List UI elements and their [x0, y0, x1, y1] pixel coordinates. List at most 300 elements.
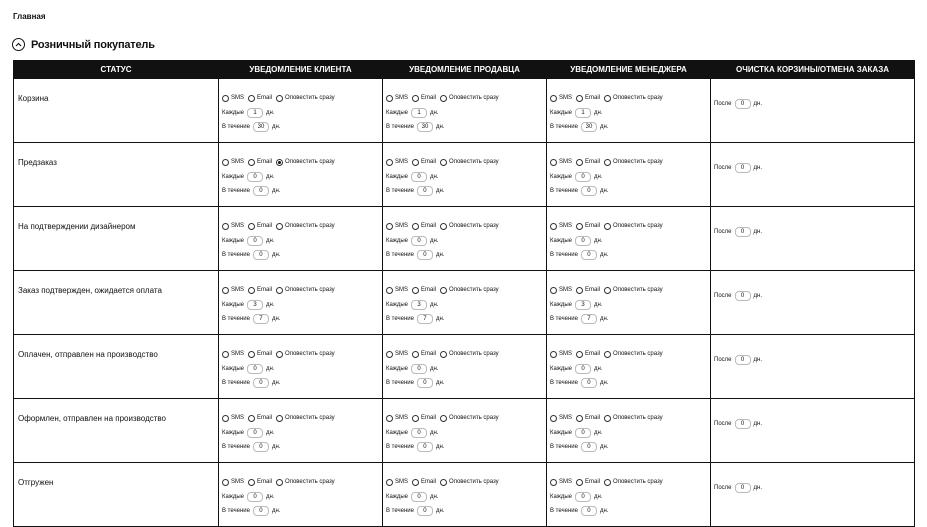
sms-option[interactable] [550, 415, 572, 422]
sms-option[interactable] [550, 351, 572, 358]
status-cell [14, 399, 219, 463]
status-label: Оплачен, отправлен на производство [18, 350, 158, 359]
sms-radio[interactable] [222, 479, 229, 486]
table-row [14, 271, 915, 335]
every-days-input[interactable]: 0 [411, 236, 427, 246]
days-unit: дн. [430, 237, 439, 244]
within-days-row [550, 506, 710, 515]
within-days-row [550, 314, 710, 323]
sms-radio[interactable] [222, 415, 229, 422]
sms-option[interactable] [222, 223, 244, 230]
client-notification-cell [219, 207, 383, 271]
email-label: Email [257, 95, 273, 101]
email-label: Email [585, 287, 601, 293]
days-unit: дн. [594, 109, 603, 116]
notify-now-option[interactable] [440, 95, 499, 102]
table-row [14, 463, 915, 527]
status-cell [14, 207, 219, 271]
every-label: Каждые [386, 173, 408, 180]
within-label: В течение [386, 507, 414, 514]
sms-radio[interactable] [386, 159, 393, 166]
notify-now-radio[interactable] [604, 479, 611, 486]
within-label: В течение [386, 251, 414, 258]
notify-now-option[interactable] [604, 415, 663, 422]
client-notification-cell [219, 335, 383, 399]
within-days-row [222, 378, 382, 387]
notify-now-radio[interactable] [440, 479, 447, 486]
within-days-input[interactable]: 0 [253, 378, 269, 388]
email-option[interactable] [412, 159, 436, 166]
after-days-input[interactable]: 0 [735, 291, 751, 301]
sms-radio[interactable] [222, 159, 229, 166]
notify-now-option[interactable] [276, 287, 335, 294]
within-days-input[interactable]: 30 [253, 122, 269, 132]
sms-option[interactable] [386, 415, 408, 422]
email-option[interactable] [248, 351, 272, 358]
email-radio[interactable] [412, 287, 419, 294]
sms-option[interactable] [386, 159, 408, 166]
sms-label: SMS [559, 479, 573, 485]
notify-now-radio[interactable] [276, 351, 283, 358]
notify-now-radio[interactable] [440, 95, 447, 102]
days-unit: дн. [599, 379, 609, 386]
email-label: Email [585, 95, 601, 101]
email-radio[interactable] [248, 159, 255, 166]
sms-radio[interactable] [386, 223, 393, 230]
every-label: Каждые [550, 301, 572, 308]
sms-radio[interactable] [550, 351, 557, 358]
every-label: Каждые [550, 109, 572, 116]
status-cell [14, 463, 219, 527]
every-days-input[interactable]: 0 [247, 492, 263, 502]
notify-now-option[interactable] [604, 287, 663, 294]
notify-now-label: Оповестить сразу [449, 479, 499, 485]
notify-now-radio[interactable] [604, 287, 611, 294]
within-days-input[interactable]: 0 [581, 506, 597, 516]
email-label: Email [421, 415, 437, 421]
every-days-row [550, 108, 710, 117]
email-label: Email [421, 351, 437, 357]
notify-now-option[interactable] [604, 95, 663, 102]
channel-radio-group [222, 157, 382, 167]
status-label: Предзаказ [18, 158, 57, 167]
sms-option[interactable] [550, 479, 572, 486]
manager-notification-cell [547, 143, 711, 207]
after-days-input[interactable]: 0 [735, 99, 751, 109]
notify-now-radio[interactable] [440, 351, 447, 358]
channel-radio-group [386, 93, 546, 103]
days-unit: дн. [271, 507, 281, 514]
manager-notification-cell [547, 335, 711, 399]
sms-option[interactable] [550, 287, 572, 294]
email-label: Email [585, 351, 601, 357]
days-unit: дн. [271, 443, 281, 450]
days-unit: дн. [753, 420, 762, 427]
sms-radio[interactable] [386, 351, 393, 358]
email-label: Email [257, 415, 273, 421]
days-unit: дн. [594, 237, 603, 244]
email-option[interactable] [576, 351, 600, 358]
sms-option[interactable] [386, 95, 408, 102]
breadcrumb[interactable]: Главная [13, 12, 46, 21]
within-days-input[interactable]: 0 [417, 378, 433, 388]
sms-radio[interactable] [550, 479, 557, 486]
email-radio[interactable] [412, 223, 419, 230]
sms-label: SMS [559, 159, 573, 165]
email-option[interactable] [576, 223, 600, 230]
sms-radio[interactable] [222, 95, 229, 102]
every-days-input[interactable]: 0 [411, 172, 427, 182]
sms-radio[interactable] [550, 287, 557, 294]
sms-option[interactable] [386, 287, 408, 294]
within-days-input[interactable]: 7 [581, 314, 597, 324]
every-days-input[interactable]: 1 [411, 108, 427, 118]
sms-option[interactable] [222, 95, 244, 102]
notify-now-option[interactable] [276, 415, 335, 422]
channel-radio-group [222, 477, 382, 487]
every-days-input[interactable]: 0 [411, 364, 427, 374]
email-option[interactable] [576, 95, 600, 102]
every-days-input[interactable]: 1 [247, 108, 263, 118]
every-days-input[interactable]: 0 [247, 428, 263, 438]
notify-now-label: Оповестить сразу [613, 351, 663, 357]
after-label: После [714, 100, 732, 107]
notify-now-radio[interactable] [276, 287, 283, 294]
notify-now-label: Оповестить сразу [449, 223, 499, 229]
every-label: Каждые [550, 429, 572, 436]
email-radio[interactable] [248, 479, 255, 486]
sms-radio[interactable] [222, 351, 229, 358]
notify-now-option[interactable] [440, 223, 499, 230]
within-days-input[interactable]: 30 [581, 122, 597, 132]
every-label: Каждые [386, 493, 408, 500]
within-days-row [386, 314, 546, 323]
email-option[interactable] [576, 415, 600, 422]
days-unit: дн. [266, 493, 275, 500]
email-option[interactable] [248, 479, 272, 486]
after-days-input[interactable]: 0 [735, 163, 751, 173]
notify-now-option[interactable] [276, 223, 335, 230]
column-header-status: СТАТУС [14, 61, 219, 79]
email-radio[interactable] [248, 415, 255, 422]
days-unit: дн. [430, 493, 439, 500]
sms-option[interactable] [386, 223, 408, 230]
every-days-input[interactable]: 0 [575, 172, 591, 182]
days-unit: дн. [599, 443, 609, 450]
sms-radio[interactable] [222, 287, 229, 294]
status-label: Отгружен [18, 478, 54, 487]
every-days-row [550, 492, 710, 501]
sms-option[interactable] [386, 351, 408, 358]
email-option[interactable] [412, 95, 436, 102]
email-option[interactable] [248, 223, 272, 230]
within-days-input[interactable]: 0 [581, 250, 597, 260]
sms-option[interactable] [550, 95, 572, 102]
within-days-input[interactable]: 0 [253, 186, 269, 196]
within-days-row [222, 442, 382, 451]
every-days-input[interactable]: 0 [411, 428, 427, 438]
within-days-row [222, 186, 382, 195]
email-radio[interactable] [576, 223, 583, 230]
sms-radio[interactable] [550, 159, 557, 166]
notify-now-option[interactable] [276, 479, 335, 486]
notify-now-option[interactable] [276, 351, 335, 358]
email-option[interactable] [412, 479, 436, 486]
email-option[interactable] [576, 159, 600, 166]
notify-now-option[interactable] [440, 287, 499, 294]
every-days-input[interactable]: 0 [575, 492, 591, 502]
sms-label: SMS [231, 159, 245, 165]
sms-label: SMS [231, 351, 245, 357]
sms-option[interactable] [222, 351, 244, 358]
days-unit: дн. [753, 356, 762, 363]
client-notification-cell [219, 143, 383, 207]
email-option[interactable] [576, 287, 600, 294]
within-days-input[interactable]: 0 [581, 186, 597, 196]
channel-radio-group [222, 413, 382, 423]
manager-notification-cell [547, 79, 711, 143]
status-cell [14, 271, 219, 335]
every-days-input[interactable]: 3 [247, 300, 263, 310]
email-radio[interactable] [412, 415, 419, 422]
sms-option[interactable] [550, 223, 572, 230]
column-header-seller-notification: УВЕДОМЛЕНИЕ ПРОДАВЦА [383, 61, 547, 79]
email-option[interactable] [248, 159, 272, 166]
days-unit: дн. [266, 237, 275, 244]
notify-now-radio[interactable] [604, 95, 611, 102]
client-notification-cell [219, 399, 383, 463]
notify-now-radio[interactable] [276, 479, 283, 486]
every-days-input[interactable]: 0 [575, 236, 591, 246]
notify-now-option[interactable] [440, 415, 499, 422]
email-label: Email [585, 479, 601, 485]
section-header [12, 38, 155, 51]
within-label: В течение [386, 123, 414, 130]
sms-label: SMS [231, 415, 245, 421]
within-days-row [386, 442, 546, 451]
sms-radio[interactable] [386, 287, 393, 294]
sms-radio[interactable] [550, 415, 557, 422]
email-radio[interactable] [576, 95, 583, 102]
after-days-row [711, 468, 914, 492]
email-option[interactable] [248, 287, 272, 294]
notify-now-radio[interactable] [276, 95, 283, 102]
within-days-input[interactable]: 7 [253, 314, 269, 324]
within-days-input[interactable]: 0 [417, 506, 433, 516]
sms-option[interactable] [386, 479, 408, 486]
within-days-input[interactable]: 0 [417, 442, 433, 452]
notify-now-radio[interactable] [604, 223, 611, 230]
notify-now-label: Оповестить сразу [613, 95, 663, 101]
sms-option[interactable] [550, 159, 572, 166]
email-radio[interactable] [576, 479, 583, 486]
notify-now-option[interactable] [276, 95, 335, 102]
notify-now-radio[interactable] [440, 159, 447, 166]
every-days-input[interactable]: 0 [247, 364, 263, 374]
email-radio[interactable] [248, 351, 255, 358]
notify-now-option[interactable] [440, 159, 499, 166]
sms-radio[interactable] [550, 223, 557, 230]
email-option[interactable] [248, 415, 272, 422]
notify-now-option[interactable] [604, 223, 663, 230]
email-option[interactable] [248, 95, 272, 102]
within-days-input[interactable]: 0 [253, 506, 269, 516]
after-days-row [711, 148, 914, 172]
within-label: В течение [222, 187, 250, 194]
notify-now-option[interactable] [276, 159, 335, 166]
every-label: Каждые [222, 109, 244, 116]
email-radio[interactable] [412, 479, 419, 486]
notify-now-radio[interactable] [276, 159, 283, 166]
notify-now-radio[interactable] [604, 159, 611, 166]
email-radio[interactable] [248, 95, 255, 102]
manager-notification-cell [547, 207, 711, 271]
notify-now-radio[interactable] [440, 415, 447, 422]
email-radio[interactable] [412, 159, 419, 166]
email-option[interactable] [412, 223, 436, 230]
within-label: В течение [550, 251, 578, 258]
within-days-row [386, 506, 546, 515]
every-days-input[interactable]: 0 [575, 364, 591, 374]
after-days-input[interactable]: 0 [735, 419, 751, 429]
every-label: Каждые [550, 173, 572, 180]
sms-label: SMS [231, 95, 245, 101]
email-option[interactable] [412, 287, 436, 294]
every-days-row [222, 172, 382, 181]
cleanup-cell [711, 399, 915, 463]
notify-now-radio[interactable] [276, 223, 283, 230]
every-label: Каждые [550, 365, 572, 372]
days-unit: дн. [430, 301, 439, 308]
every-days-input[interactable]: 0 [411, 492, 427, 502]
email-option[interactable] [576, 479, 600, 486]
sms-label: SMS [395, 159, 409, 165]
sms-option[interactable] [222, 287, 244, 294]
email-radio[interactable] [412, 351, 419, 358]
column-header-client-notification: УВЕДОМЛЕНИЕ КЛИЕНТА [219, 61, 383, 79]
every-days-input[interactable]: 1 [575, 108, 591, 118]
email-radio[interactable] [412, 95, 419, 102]
notification-settings-table [13, 60, 915, 527]
days-unit: дн. [271, 251, 281, 258]
chevron-up-icon[interactable] [12, 38, 25, 51]
after-days-input[interactable]: 0 [735, 355, 751, 365]
table-row [14, 335, 915, 399]
email-radio[interactable] [576, 287, 583, 294]
sms-radio[interactable] [386, 95, 393, 102]
notify-now-label: Оповестить сразу [449, 95, 499, 101]
every-label: Каждые [222, 301, 244, 308]
after-days-row [711, 212, 914, 236]
days-unit: дн. [594, 173, 603, 180]
every-days-input[interactable]: 3 [411, 300, 427, 310]
notify-now-radio[interactable] [276, 415, 283, 422]
within-days-input[interactable]: 0 [581, 442, 597, 452]
notify-now-label: Оповестить сразу [613, 479, 663, 485]
every-days-input[interactable]: 0 [575, 428, 591, 438]
notify-now-radio[interactable] [604, 351, 611, 358]
section-title: Розничный покупатель [31, 38, 155, 51]
notify-now-option[interactable] [440, 479, 499, 486]
every-days-input[interactable]: 3 [575, 300, 591, 310]
after-days-input[interactable]: 0 [735, 227, 751, 237]
email-radio[interactable] [576, 351, 583, 358]
sms-radio[interactable] [386, 479, 393, 486]
email-radio[interactable] [248, 287, 255, 294]
notify-now-radio[interactable] [604, 415, 611, 422]
channel-radio-group [550, 157, 710, 167]
sms-radio[interactable] [550, 95, 557, 102]
client-notification-cell [219, 271, 383, 335]
sms-option[interactable] [222, 479, 244, 486]
email-radio[interactable] [576, 159, 583, 166]
within-days-input[interactable]: 7 [417, 314, 433, 324]
days-unit: дн. [435, 443, 445, 450]
every-days-input[interactable]: 0 [247, 172, 263, 182]
notify-now-option[interactable] [604, 351, 663, 358]
days-unit: дн. [266, 365, 275, 372]
after-days-input[interactable]: 0 [735, 483, 751, 493]
email-option[interactable] [412, 415, 436, 422]
notify-now-radio[interactable] [440, 223, 447, 230]
every-days-row [550, 236, 710, 245]
sms-radio[interactable] [222, 223, 229, 230]
status-cell [14, 335, 219, 399]
sms-label: SMS [395, 479, 409, 485]
email-label: Email [421, 159, 437, 165]
days-unit: дн. [599, 315, 609, 322]
notify-now-radio[interactable] [440, 287, 447, 294]
within-days-input[interactable]: 0 [417, 250, 433, 260]
notify-now-option[interactable] [604, 159, 663, 166]
email-radio[interactable] [576, 415, 583, 422]
every-label: Каждые [386, 301, 408, 308]
days-unit: дн. [266, 429, 275, 436]
notify-now-option[interactable] [440, 351, 499, 358]
channel-radio-group [386, 413, 546, 423]
manager-notification-cell [547, 463, 711, 527]
every-label: Каждые [222, 429, 244, 436]
days-unit: дн. [435, 187, 445, 194]
days-unit: дн. [435, 379, 445, 386]
every-label: Каждые [386, 429, 408, 436]
column-header-cleanup: ОЧИСТКА КОРЗИНЫ/ОТМЕНА ЗАКАЗА [711, 61, 915, 79]
email-radio[interactable] [248, 223, 255, 230]
within-days-input[interactable]: 0 [581, 378, 597, 388]
notify-now-option[interactable] [604, 479, 663, 486]
within-days-input[interactable]: 0 [253, 442, 269, 452]
email-option[interactable] [412, 351, 436, 358]
sms-radio[interactable] [386, 415, 393, 422]
channel-radio-group [222, 349, 382, 359]
days-unit: дн. [430, 429, 439, 436]
every-days-input[interactable]: 0 [247, 236, 263, 246]
email-label: Email [421, 479, 437, 485]
after-days-row [711, 340, 914, 364]
within-days-input[interactable]: 0 [253, 250, 269, 260]
client-notification-cell [219, 463, 383, 527]
every-label: Каждые [222, 173, 244, 180]
every-days-row [386, 428, 546, 437]
column-header-manager-notification: УВЕДОМЛЕНИЕ МЕНЕДЖЕРА [547, 61, 711, 79]
every-label: Каждые [222, 237, 244, 244]
sms-option[interactable] [222, 415, 244, 422]
within-days-input[interactable]: 0 [417, 186, 433, 196]
sms-option[interactable] [222, 159, 244, 166]
notify-now-label: Оповестить сразу [285, 479, 335, 485]
days-unit: дн. [753, 100, 762, 107]
within-days-input[interactable]: 30 [417, 122, 433, 132]
